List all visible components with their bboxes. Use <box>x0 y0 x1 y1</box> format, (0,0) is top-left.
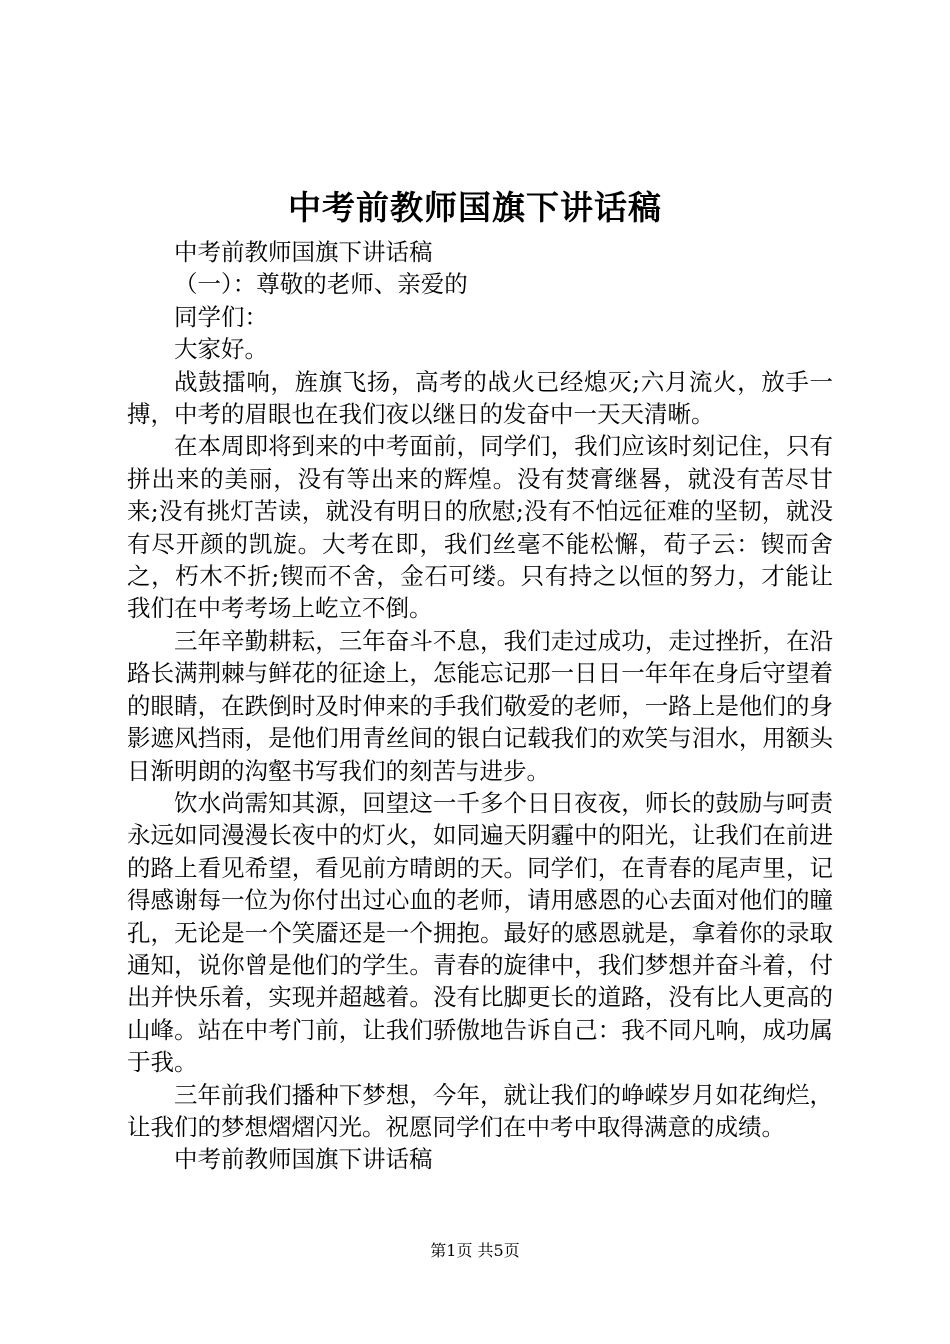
document-body <box>127 236 833 1176</box>
paragraph: 大家好。 <box>174 335 268 364</box>
paragraph: 中考前教师国旗下讲话稿 <box>174 1145 433 1174</box>
paragraph: （一）：尊敬的老师、亲爱的 <box>174 270 468 299</box>
paragraph: 在本周即将到来的中考面前，同学们，我们应该时刻记住，只有拼出来的美丽，没有等出来的辉煌。没有焚膏继晷，就没有苦尽甘来;没有挑灯苦读，就没有明日的欣慰;没有不怕远征难的坚韧，就没有尽开颜的凯旋。大考在即，我们丝毫不能松懈，荀子云：锲而舍之，朽木不折;锲而不舍，金石可缕。只有持之以恒的努力，才能让我们在中考考场上屹立不倒。 <box>127 432 833 623</box>
document-title: 中考前教师国旗下讲话稿 <box>288 188 662 227</box>
paragraph: 战鼓擂响，旌旗飞扬，高考的战火已经熄灭;六月流火，放手一搏，中考的眉眼也在我们夜以继日的发奋中一天天清晰。 <box>127 367 833 429</box>
page-footer: 第1页 共5页 <box>430 1241 520 1260</box>
paragraph: 中考前教师国旗下讲话稿 <box>174 238 433 266</box>
paragraph: 饮水尚需知其源，回望这一千多个日日夜夜，师长的鼓励与呵责永远如同漫漫长夜中的灯火，如同遍天阴霾中的阳光，让我们在前进的路上看见希望，看见前方晴朗的天。同学们，在青春的尾声里，记得感谢每一位为你付出过心血的老师，请用感恩的心去面对他们的瞳孔，无论是一个笑靥还是一个拥抱。最好的感恩就是，拿着你的录取通知，说你曾是他们的学生。青春的旋律中，我们梦想并奋斗着，付出并快乐着，实现并超越着。没有比脚更长的道路，没有比人更高的山峰。站在中考门前，让我们骄傲地告诉自己：我不同凡响，成功属于我。 <box>127 788 833 1077</box>
paragraph: 三年前我们播种下梦想，今年，就让我们的峥嵘岁月如花绚烂，让我们的梦想熠熠闪光。祝愿同学们在中考中取得满意的成绩。 <box>127 1080 833 1141</box>
paragraph: 三年辛勤耕耘，三年奋斗不息，我们走过成功，走过挫折，在沿路长满荆棘与鲜花的征途上，怎能忘记那一日日一年年在身后守望着的眼睛，在跌倒时及时伸来的手我们敬爱的老师，一路上是他们的身影遮风挡雨，是他们用青丝间的银白记载我们的欢笑与泪水，用额头日渐明朗的沟壑书写我们的刻苦与进步。 <box>127 626 833 785</box>
paragraph: 同学们： <box>174 302 268 331</box>
